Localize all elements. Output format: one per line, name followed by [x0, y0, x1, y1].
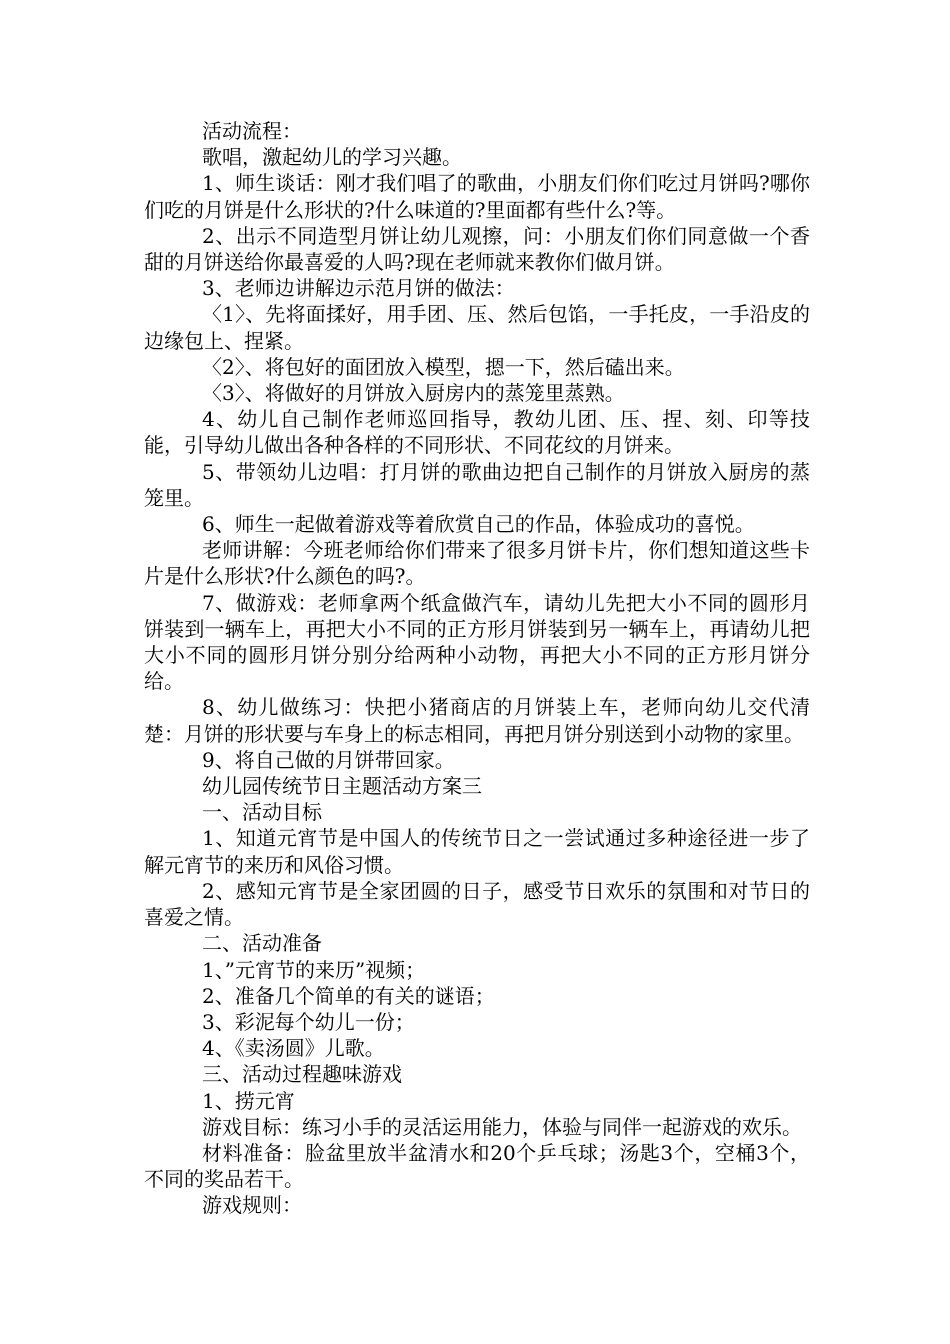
paragraph-substep-3: 〈3〉、将做好的月饼放入厨房内的蒸笼里蒸熟。: [202, 381, 625, 406]
paragraph-game-rules: 游戏规则：: [202, 1193, 302, 1218]
paragraph-prep-1: 1、”元宵节的来历”视频；: [202, 957, 426, 982]
paragraph-substep-1: 〈1〉、先将面揉好，用手团、压、然后包馅，一手托皮，一手沿皮的边缘包上、捏紧。: [144, 302, 810, 353]
paragraph-goal-1: 1、知道元宵节是中国人的传统节日之一尝试通过多种途径进一步了解元宵节的来历和风俗习惯。: [144, 826, 810, 877]
section-title-plan-three: 幼儿园传统节日主题活动方案三: [202, 774, 482, 799]
paragraph-step-8: 8、幼儿做练习：快把小猪商店的月饼装上车，老师向幼儿交代清楚：月饼的形状要与车身上的标志相同，再把月饼分别送到小动物的家里。: [144, 695, 810, 746]
paragraph-prep-2: 2、准备几个简单的有关的谜语；: [202, 983, 495, 1008]
document-body: [144, 118, 810, 1219]
paragraph-game-goal: 游戏目标：练习小手的灵活运用能力，体验与同伴一起游戏的欢乐。: [202, 1114, 802, 1139]
paragraph-teacher-explain: 老师讲解：今班老师给你们带来了很多月饼卡片，你们想知道这些卡片是什么形状?什么颜色的吗?。: [144, 538, 810, 589]
paragraph-step-2: 2、出示不同造型月饼让幼儿观擦，问：小朋友们你们同意做一个香甜的月饼送给你最喜爱的人吗?现在老师就来教你们做月饼。: [144, 223, 810, 275]
heading-game-1: 1、捞元宵: [202, 1088, 295, 1113]
paragraph-prep-3: 3、彩泥每个幼儿一份；: [202, 1009, 415, 1034]
paragraph-prep-4: 4、《卖汤圆》儿歌。: [202, 1036, 385, 1061]
heading-activity-prep: 二、活动准备: [202, 931, 322, 956]
paragraph-substep-2: 〈2〉、将包好的面团放入模型，摁一下，然后磕出来。: [202, 354, 685, 379]
paragraph-step-6: 6、师生一起做着游戏等着欣赏自己的作品，体验成功的喜悦。: [202, 512, 755, 537]
paragraph-goal-2: 2、感知元宵节是全家团圆的日子，感受节日欢乐的氛围和对节日的喜爱之情。: [144, 878, 810, 930]
paragraph-step-4: 4、幼儿自己制作老师巡回指导，教幼儿团、压、捏、刻、印等技能，引导幼儿做出各种各样的不同形状、不同花纹的月饼来。: [144, 407, 810, 458]
paragraph-singing: 歌唱，激起幼儿的学习兴趣。: [202, 145, 462, 170]
paragraph-step-7: 7、做游戏：老师拿两个纸盒做汽车，请幼儿先把大小不同的圆形月饼装到一辆车上，再把大小不同的正方形月饼装到另一辆车上，再请幼儿把大小不同的圆形月饼分别分给两种小动物，再把大小不同的正方形月饼分给。: [144, 590, 810, 694]
paragraph-step-1: 1、师生谈话：刚才我们唱了的歌曲，小朋友们你们吃过月饼吗?哪你们吃的月饼是什么形状的?什么味道的?里面都有些什么?等。: [144, 171, 810, 222]
heading-activity-goals: 一、活动目标: [202, 800, 322, 825]
paragraph-game-materials: 材料准备：脸盆里放半盆清水和20个乒乓球；汤匙3个，空桶3个，不同的奖品若干。: [144, 1140, 810, 1192]
paragraph-step-9: 9、将自己做的月饼带回家。: [202, 747, 455, 772]
paragraph-step-3: 3、老师边讲解边示范月饼的做法：: [202, 276, 515, 301]
paragraph-flow-heading: 活动流程：: [202, 119, 302, 143]
paragraph-step-5: 5、带领幼儿边唱：打月饼的歌曲边把自己制作的月饼放入厨房的蒸笼里。: [144, 459, 810, 510]
heading-activity-process: 三、活动过程趣味游戏: [202, 1062, 402, 1087]
